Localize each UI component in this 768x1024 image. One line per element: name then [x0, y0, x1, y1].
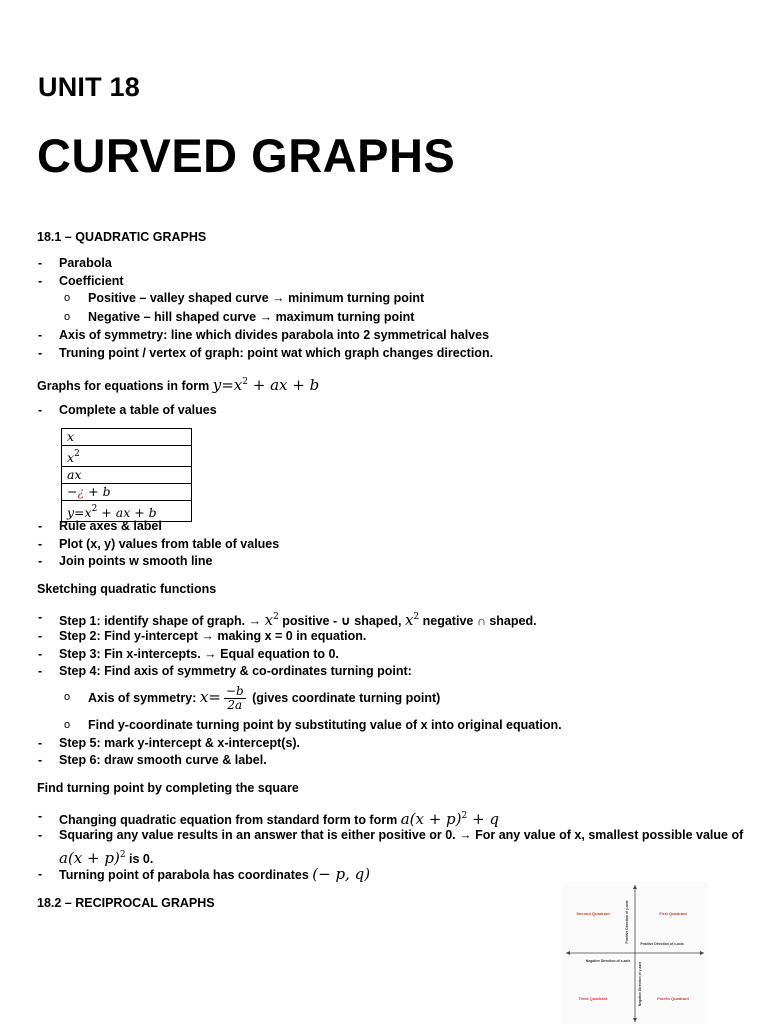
- table-row: [62, 484, 192, 501]
- second-quadrant-label: Second Quadrant: [576, 911, 610, 916]
- section-heading-quadratic: 18.1 – QUADRATIC GRAPHS: [37, 230, 207, 244]
- graphs-intro: Graphs for equations in form $y=x^2$ + ax + b: [37, 376, 320, 394]
- third-quadrant-label: Third Quadrant: [578, 996, 608, 1001]
- sketching-heading: Sketching quadratic functions: [37, 582, 217, 596]
- pos-y-direction-label: Positive Direction of y-axis: [625, 900, 629, 944]
- table-row: x: [62, 429, 192, 446]
- bullet-text: Negative – hill shaped curve → maximum turning point: [88, 310, 415, 324]
- page-title: CURVED GRAPHS: [37, 129, 456, 182]
- pos-x-direction-label: Positive Direction of x-axis: [640, 942, 684, 946]
- table-row: ax: [62, 467, 192, 484]
- quadrant-diagram: [562, 882, 708, 1024]
- bullet-text: Parabola: [59, 256, 112, 270]
- completing-heading: Find turning point by completing the square: [37, 781, 299, 795]
- neg-y-direction-label: Negative Direction of y-axis: [638, 961, 642, 1007]
- formula-standard: $y=x^2$ + ax + b: [212, 376, 320, 394]
- bullet-text: Coefficient: [59, 274, 124, 288]
- bullet-text: Axis of symmetry: line which divides parabola into 2 symmetrical halves: [59, 328, 490, 342]
- table-cell-b: −¿ + b: [67, 484, 111, 499]
- table-row: $x^2$: [62, 446, 192, 467]
- axis-fraction: $\frac{-b}{2a}$: [225, 684, 244, 713]
- values-table: [61, 428, 192, 522]
- bullet-text: Truning point / vertex of graph: point wat which graph changes direction.: [59, 346, 494, 360]
- bullet-text: Positive – valley shaped curve → minimum turning point: [88, 291, 425, 305]
- unit-label: UNIT 18: [38, 72, 140, 102]
- section-heading-reciprocal: 18.2 – RECIPROCAL GRAPHS: [37, 896, 215, 910]
- neg-x-direction-label: Negative Direction of x-axis: [585, 959, 631, 963]
- fourth-quadrant-label: Fourth Quadrant: [657, 996, 689, 1001]
- stray-glyph: ¿: [77, 484, 85, 499]
- table-row: $y=x^2$ + ax + b: [62, 501, 192, 522]
- first-quadrant-label: First Quadrant: [659, 911, 687, 916]
